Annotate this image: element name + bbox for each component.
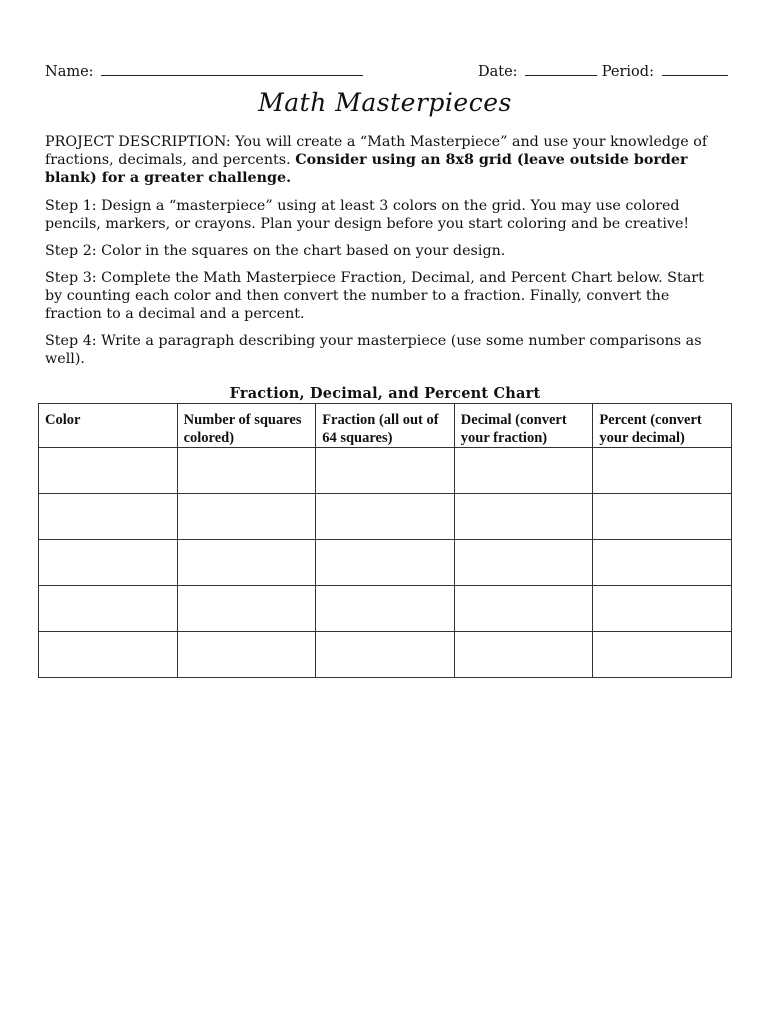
- description-lead: PROJECT DESCRIPTION: You will create a “Math Masterpiece” and use your knowledge of fractions, decimals, and percents.: [45, 134, 708, 169]
- cell-percent[interactable]: [593, 448, 732, 494]
- name-field: [45, 61, 363, 80]
- column-header-color: Color: [39, 404, 178, 448]
- cell-squares[interactable]: [177, 494, 316, 540]
- cell-squares[interactable]: [177, 540, 316, 586]
- chart-header-row: [39, 404, 732, 448]
- cell-color[interactable]: [39, 540, 178, 586]
- cell-percent[interactable]: [593, 540, 732, 586]
- step-2: [45, 242, 725, 260]
- cell-color[interactable]: [39, 448, 178, 494]
- fraction-decimal-percent-chart: [38, 403, 732, 678]
- cell-percent[interactable]: [593, 586, 732, 632]
- table-row: [39, 540, 732, 586]
- cell-squares[interactable]: [177, 586, 316, 632]
- date-period-field: [478, 61, 728, 80]
- cell-squares[interactable]: [177, 448, 316, 494]
- date-blank[interactable]: [525, 61, 597, 76]
- cell-percent[interactable]: [593, 632, 732, 678]
- column-header-decimal: Decimal (convert your fraction): [454, 404, 593, 448]
- chart-title: Fraction, Decimal, and Percent Chart: [229, 385, 541, 402]
- period-label: Period:: [601, 64, 654, 80]
- step-4-text: Step 4: Write a paragraph describing your masterpiece (use some number comparisons as well).: [45, 333, 702, 368]
- cell-decimal[interactable]: [454, 632, 593, 678]
- cell-fraction[interactable]: [316, 494, 455, 540]
- cell-squares[interactable]: [177, 632, 316, 678]
- column-header-fraction: Fraction (all out of 64 squares): [316, 404, 455, 448]
- cell-decimal[interactable]: [454, 540, 593, 586]
- period-blank[interactable]: [662, 61, 728, 76]
- step-3: [45, 269, 725, 324]
- table-row: [39, 494, 732, 540]
- step-4: [45, 332, 725, 368]
- step-1: [45, 197, 725, 233]
- table-row: [39, 632, 732, 678]
- cell-percent[interactable]: [593, 494, 732, 540]
- step-3-text: Step 3: Complete the Math Masterpiece Fraction, Decimal, and Percent Chart below. Start by counting each color and then convert the number to a fraction. Finally, convert the fraction to a decimal and a percent.: [45, 270, 704, 323]
- name-label: Name:: [45, 64, 94, 80]
- table-row: [39, 586, 732, 632]
- name-blank[interactable]: [101, 61, 363, 76]
- cell-fraction[interactable]: [316, 586, 455, 632]
- cell-fraction[interactable]: [316, 632, 455, 678]
- header-row: [45, 61, 722, 81]
- page-title: Math Masterpieces: [258, 88, 512, 117]
- step-1-text: Step 1: Design a “masterpiece” using at least 3 colors on the grid. You may use colored pencils, markers, or crayons. Plan your design before you start coloring and be creative!: [45, 198, 690, 233]
- cell-decimal[interactable]: [454, 586, 593, 632]
- date-label: Date:: [478, 64, 518, 80]
- cell-color[interactable]: [39, 494, 178, 540]
- cell-fraction[interactable]: [316, 448, 455, 494]
- table-row: [39, 448, 732, 494]
- column-header-squares: Number of squares colored): [177, 404, 316, 448]
- cell-color[interactable]: [39, 632, 178, 678]
- cell-color[interactable]: [39, 586, 178, 632]
- cell-fraction[interactable]: [316, 540, 455, 586]
- cell-decimal[interactable]: [454, 448, 593, 494]
- step-2-text: Step 2: Color in the squares on the chart based on your design.: [45, 243, 506, 259]
- column-header-percent: Percent (convert your decimal): [593, 404, 732, 448]
- description-challenge: Consider using an 8x8 grid (leave outside border blank) for a greater challenge.: [45, 152, 688, 187]
- project-description: [45, 133, 725, 188]
- cell-decimal[interactable]: [454, 494, 593, 540]
